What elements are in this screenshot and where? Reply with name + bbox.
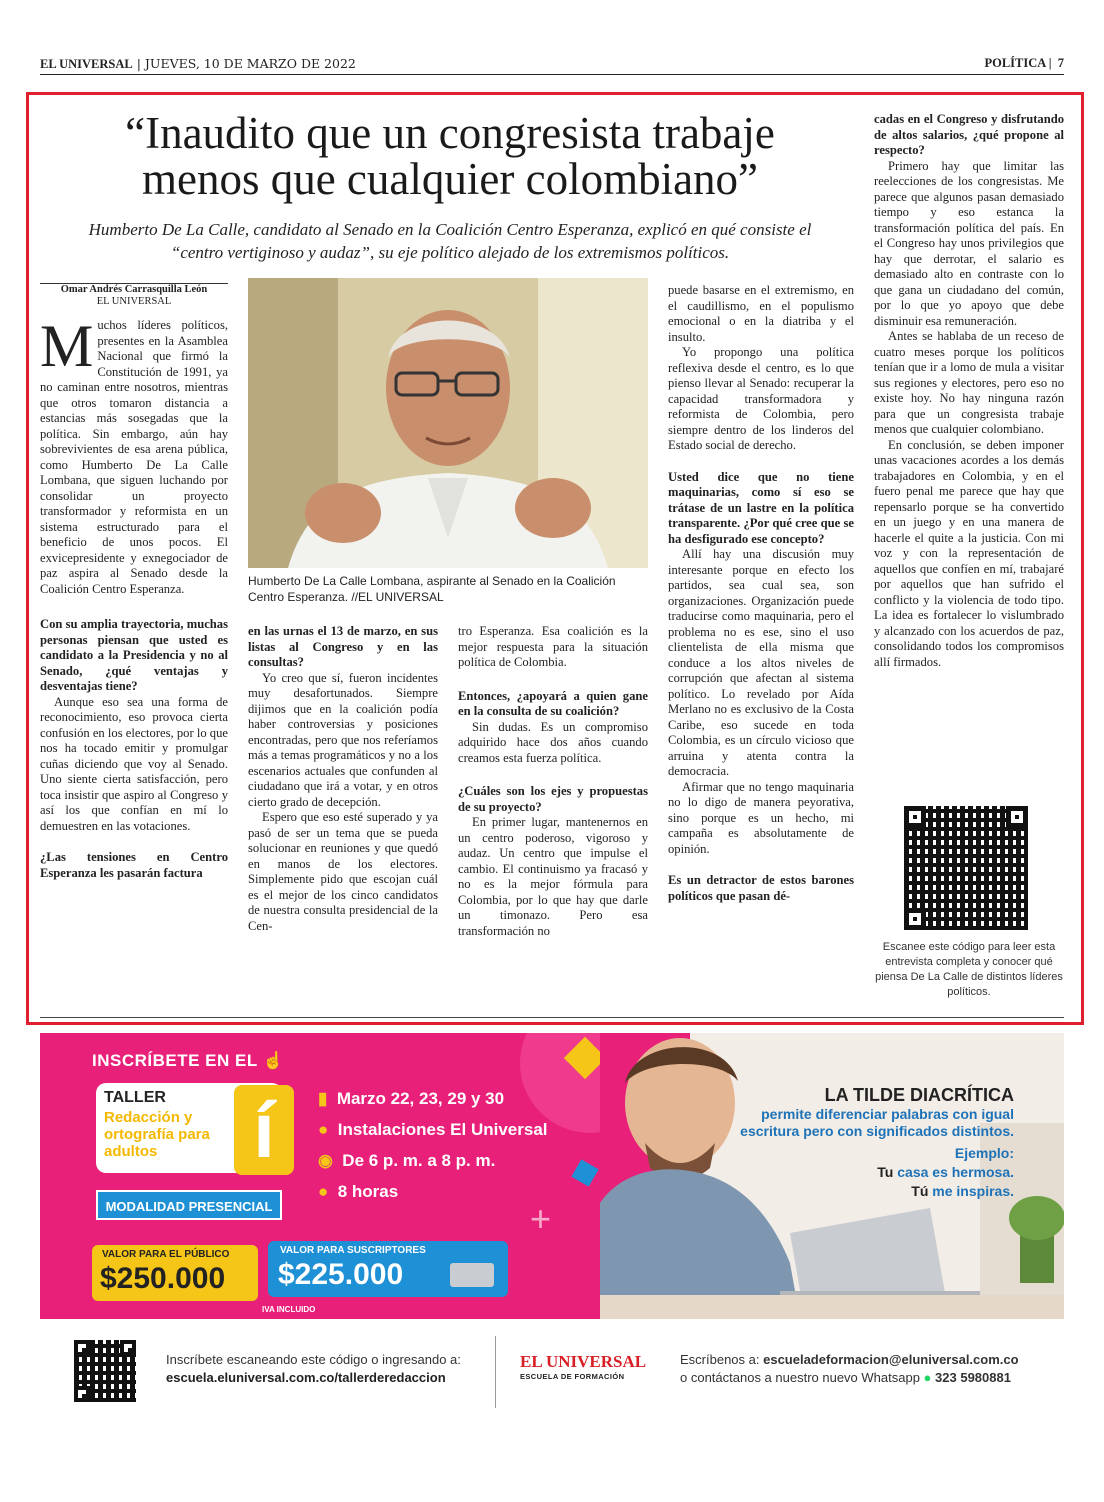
page-header: EL UNIVERSAL | JUEVES, 10 DE MARZO DE 2022 POLÍTICA | 7 bbox=[40, 54, 1064, 75]
section-name: POLÍTICA bbox=[984, 56, 1046, 70]
column-5 bbox=[874, 112, 1064, 670]
headline: “Inaudito que un congresista trabaje menos que cualquier colombiano” bbox=[125, 108, 775, 204]
answer-4a: En primer lugar, mantenernos en un centro poderoso, vigoroso y audaz. Un centro que impulse el cambio. El continuismo ya fracasó y no es la mejor fórmula para Colombia, por lo que hay que darle un timonazo. Pero esa transformación no bbox=[458, 815, 648, 938]
footer-brand: EL UNIVERSAL bbox=[520, 1352, 647, 1371]
deco-plus-icon: + bbox=[530, 1198, 552, 1239]
author-org: EL UNIVERSAL bbox=[96, 296, 172, 307]
location-pin-icon: ● bbox=[318, 1120, 329, 1139]
clock-icon: ● bbox=[318, 1182, 329, 1201]
footer-brand-sub: ESCUELA DE FORMACIÓN bbox=[520, 1372, 625, 1381]
hand-pointer-icon: ☝ bbox=[262, 1051, 285, 1070]
footer-contact-label: o contáctanos a nuestro nuevo Whatsapp bbox=[680, 1370, 924, 1385]
course-hours: 8 horas bbox=[337, 1182, 399, 1201]
course-dates: Marzo 22, 23, 29 y 30 bbox=[336, 1089, 505, 1108]
answer-2a: Yo creo que sí, fueron incidentes muy desafortunados. Siempre dijimos que en la coalición podía haber controversias y posiciones encontradas, pero que nos referíamos más a temas programáticos y no a los escenarios actuales que confunden al ciudadano que irá a votar, y en otros cierto grado de decepción. bbox=[248, 670, 438, 809]
tilde-title: LA TILDE DIACRÍTICA bbox=[824, 1085, 1014, 1105]
article-photo bbox=[248, 278, 648, 568]
byline bbox=[40, 283, 228, 308]
whatsapp-icon: ● bbox=[923, 1370, 932, 1385]
answer-2b: Espero que eso esté superado y ya pasó de ser un tema que se pueda solucionar en reuniones y que quedó en manos de los electores. Simplemente pido que escojan cuál es el mejor de los cinco candidatos de nuestra consulta presidencial de la Cen- bbox=[248, 810, 438, 933]
footer-scan-text: Inscríbete escaneando este código o ingresando a: bbox=[166, 1352, 461, 1367]
divider bbox=[40, 1017, 1064, 1018]
signup-label: INSCRÍBETE EN EL bbox=[92, 1051, 258, 1070]
question-5: Usted dice que no tiene maquinarias, como sí eso se trátase de un lastre en la política transparente. ¿Por qué cree que se ha desfigurado ese concepto? bbox=[668, 469, 854, 546]
column-3 bbox=[458, 624, 648, 939]
ad-footer bbox=[40, 1330, 1064, 1430]
footer-write-label: Escríbenos a: bbox=[680, 1352, 764, 1367]
footer-divider bbox=[495, 1336, 496, 1408]
question-2-start: ¿Las tensiones en Centro Esperanza les pasarán factura bbox=[40, 850, 228, 880]
example-1-rest: casa es hermosa. bbox=[893, 1164, 1014, 1180]
example-2-rest: me inspiras. bbox=[928, 1183, 1014, 1199]
answer-4c: Yo propongo una política reflexiva desde el centro, es lo que pienso llevar al Senado: recuperar la capacidad transformadora y reformista de Colombia, pero siempre dentro de los linderos del Estado social de derecho. bbox=[668, 345, 854, 452]
subscriber-price-box bbox=[268, 1241, 508, 1297]
answer-6c: En conclusión, se deben imponer unas vacaciones acordes a los demás trabajadores en Colombia, y en el fuero penal me parece que hay que repensarlo porque se ha convertido en un juego y en una manera de hacerle el quite a la justicia. Con mi voz y con la representación de aquellos que confíen en mí, trabajaré por aquellos que han sufrido el conflicto y la violencia de todo tipo. La idea es fortalecer lo vislumbrado y alcanzado con los acuerdos de paz, consolidando todos los compromisos allí firmados. bbox=[874, 437, 1064, 669]
article-qr-code[interactable] bbox=[904, 806, 1028, 930]
footer-qr-code[interactable] bbox=[74, 1340, 136, 1402]
calendar-icon: ▮ bbox=[318, 1089, 328, 1108]
column-2 bbox=[248, 624, 438, 934]
question-6-start: Es un detractor de estos barones políticos que pasan dé- bbox=[668, 873, 854, 903]
public-price-box bbox=[92, 1245, 258, 1301]
public-price-label: VALOR PARA EL PÚBLICO bbox=[102, 1249, 230, 1260]
drop-cap: M bbox=[40, 313, 94, 379]
mode-badge: MODALIDAD PRESENCIAL bbox=[96, 1190, 282, 1220]
answer-6a: Primero hay que limitar las reelecciones de los congresistas. Me parece que algunos pasan demasiado tiempo y eso estanca la transformación política del país. En el Congreso hay unos privilegios que hay que derrotar, el salario es demasiado alto en contraste con lo que gana un ciudadano del común, por lo que yo apoyo que debe disminuir esa remuneración. bbox=[874, 158, 1064, 328]
issue-date: | JUEVES, 10 DE MARZO DE 2022 bbox=[132, 56, 356, 71]
deco-square-blue bbox=[571, 1159, 598, 1186]
footer-email[interactable]: escueladeformacion@eluniversal.com.co bbox=[763, 1352, 1019, 1367]
course-time: De 6 p. m. a 8 p. m. bbox=[342, 1151, 496, 1170]
author-name: Omar Andrés Carrasquilla León bbox=[60, 284, 208, 295]
subscriber-price: $225.000 bbox=[278, 1258, 404, 1291]
example-label: Ejemplo: bbox=[954, 1145, 1014, 1161]
course-place: Instalaciones El Universal bbox=[337, 1120, 548, 1139]
example-1-word: Tu bbox=[877, 1164, 894, 1180]
card-icon bbox=[450, 1263, 494, 1287]
answer-5a: Allí hay una discusión muy interesante porque en efecto los partidos, sea cual sea, son organizaciones. Organización puede traducirse como maquinaria, pero el problema no es ese, sino el uso clientelista de ella misma que conduce a los altos niveles de corrupción que afectan al sistema político. Lo revelado por Aída Merlano no es exclusivo de la Costa Caribe, eso sucede en toda Colombia, es un círculo vicioso que arruina y atenta contra la democracia. bbox=[668, 547, 854, 778]
paper-name: EL UNIVERSAL bbox=[40, 57, 133, 71]
advertisement bbox=[40, 1033, 1064, 1319]
question-3: Entonces, ¿apoyará a quien gane en la consulta de su coalición? bbox=[458, 688, 648, 718]
iva-note: IVA INCLUIDO bbox=[262, 1305, 316, 1314]
question-6-end: cadas en el Congreso y disfrutando de altos salarios, ¿qué propone al respecto? bbox=[874, 112, 1064, 157]
footer-phone[interactable]: 323 5980881 bbox=[935, 1370, 1011, 1385]
info-i-icon: í bbox=[234, 1085, 294, 1175]
page-number: 7 bbox=[1057, 56, 1064, 70]
portrait-illustration bbox=[248, 278, 648, 568]
footer-url[interactable]: escuela.eluniversal.com.co/tallerderedaccion bbox=[166, 1370, 446, 1385]
answer-6b: Antes se hablaba de un receso de cuatro meses porque los políticos tenían que ir a lomo de mula a visitar sus regiones y electores, pero eso no existe hoy. No hay ninguna razón para que un congresista trabaje menos que cualquier colombiano. bbox=[874, 329, 1064, 436]
example-2-word: Tú bbox=[911, 1183, 929, 1199]
photo-caption: Humberto De La Calle Lombana, aspirante al Senado en la Coalición Centro Esperanza. //EL UNIVERSAL bbox=[248, 574, 616, 604]
qr-caption: Escanee este código para leer esta entrevista completa y conocer qué piensa De La Calle de distintos líderes políticos. bbox=[875, 941, 1063, 998]
tilde-copy bbox=[730, 1085, 1014, 1201]
subscriber-price-label: VALOR PARA SUSCRIPTORES bbox=[280, 1245, 426, 1256]
question-2-end: en las urnas el 13 de marzo, en sus listas al Congreso y en las consultas? bbox=[248, 624, 438, 669]
column-1 bbox=[40, 313, 228, 881]
subheadline: Humberto De La Calle, candidato al Senado en la Coalición Centro Esperanza, explicó en qué consiste el “centro vertiginoso y audaz”, su eje político alejado de los extremismos políticos. bbox=[88, 220, 812, 262]
public-price: $250.000 bbox=[100, 1262, 226, 1295]
intro-paragraph: uchos líderes políticos, presentes en la Asamblea Nacional que firmó la Constitución de 1991, ya no caminan entre nosotros, mientras que otros tomaron distancia a estancias más sosegadas que la política. Sin embargo, aún hay sobrevivientes de esa arena pública, como Humberto De La Calle Lombana, que siguen luchando por consolidar un proyecto transformador y reformista en un sistema estructurado para el beneficio de unos pocos. El exvicepresidente y exnegociador de paz aspira al Senado desde la Coalición Centro Esperanza. bbox=[40, 318, 228, 596]
question-1: Con su amplia trayectoria, muchas personas piensan que usted es candidato a la Presidencia y no al Senado, ¿qué ventajas y desventajas tiene? bbox=[40, 617, 228, 693]
answer-2c: tro Esperanza. Esa coalición es la mejor respuesta para la situación política de Colombia. bbox=[458, 624, 648, 669]
answer-5b: Afirmar que no tengo maquinaria no lo digo de manera peyorativa, sino porque es un hecho, mi campaña es absolutamente de opinión. bbox=[668, 779, 854, 856]
course-title: Redacción y ortografía para adultos bbox=[104, 1109, 210, 1160]
alarm-clock-icon: ◉ bbox=[318, 1151, 333, 1170]
column-4 bbox=[668, 283, 854, 904]
question-4: ¿Cuáles son los ejes y propuestas de su proyecto? bbox=[458, 784, 648, 814]
tilde-text: permite diferenciar palabras con igual escritura pero con significados distintos. bbox=[740, 1106, 1014, 1139]
answer-1: Aunque eso sea una forma de reconocimiento, eso provoca cierta confusión en los electores, por lo que nos ha tocado emitir y promulgar cuñas diciendo que voy al Senado. Uno siente cierta satisfacción, pero toca insistir que aspiro al Congreso y así los que confían en mí lo demuestren en las votaciones. bbox=[40, 694, 228, 833]
taller-label: TALLER bbox=[104, 1089, 166, 1106]
answer-4b: puede basarse en el extremismo, en el caudillismo, en el populismo emocional o en la diatriba y el insulto. bbox=[668, 283, 854, 344]
course-details bbox=[318, 1083, 548, 1207]
answer-3: Sin dudas. Es un compromiso adquirido hace dos años cuando creamos esta fuerza política. bbox=[458, 719, 648, 765]
